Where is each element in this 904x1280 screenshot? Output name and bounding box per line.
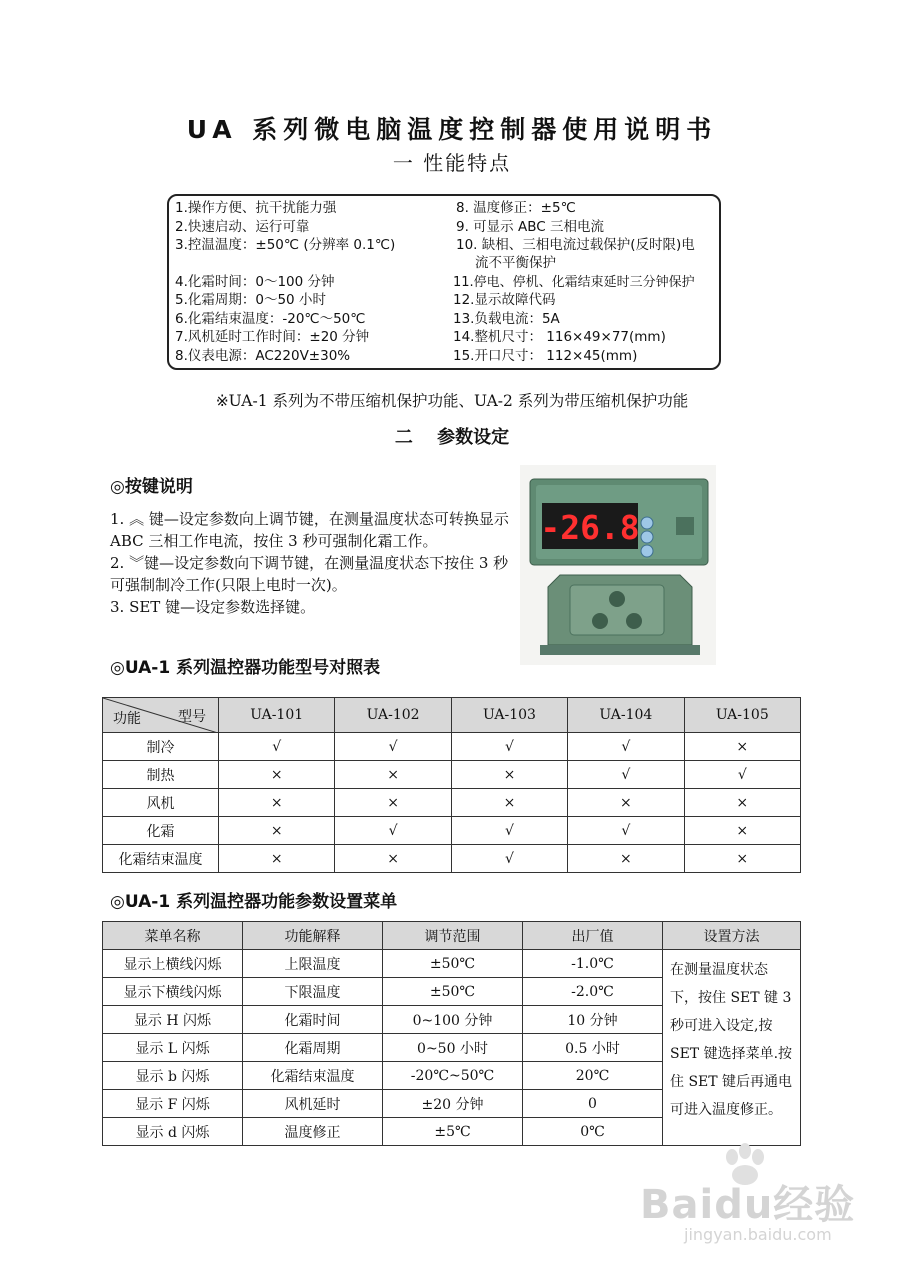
table-cell: 10 分钟 — [523, 1006, 663, 1034]
watermark-brand: Baidu经验 — [640, 1182, 856, 1228]
table-cell: × — [568, 845, 684, 873]
table-cell: × — [451, 761, 567, 789]
table-cell: 0~50 小时 — [383, 1034, 523, 1062]
table-row — [103, 789, 801, 817]
model-header: UA-103 — [451, 698, 567, 733]
table-cell: 显示下横线闪烁 — [103, 978, 243, 1006]
table-cell: × — [219, 817, 335, 845]
table-row — [103, 845, 801, 873]
corner-left-label: 功能 — [113, 711, 141, 727]
table-cell: √ — [451, 817, 567, 845]
table2-heading: ◎UA-1 系列温控器功能参数设置菜单 — [110, 892, 398, 912]
table-cell: × — [219, 789, 335, 817]
key-item-down: 2. ︾键—设定参数向下调节键，在测量温度状态下按住 3 秒可强制制冷工作(只限上电时一次)。 — [110, 554, 509, 594]
table-cell: ±50℃ — [383, 978, 523, 1006]
table-header-row — [103, 922, 801, 950]
table-cell: √ — [568, 733, 684, 761]
keys-heading: ◎按键说明 — [110, 477, 193, 497]
device-display: -26.8 — [540, 508, 640, 547]
key-item-set: 3. SET 键—设定参数选择键。 — [110, 598, 316, 616]
table-row — [103, 733, 801, 761]
table-cell: 温度修正 — [243, 1118, 383, 1146]
table-cell: √ — [451, 733, 567, 761]
table-cell: 上限温度 — [243, 950, 383, 978]
feature-item: 8.仪表电源：AC220V±30% — [175, 348, 351, 364]
table-cell: 显示 b 闪烁 — [103, 1062, 243, 1090]
product-photo — [520, 465, 716, 665]
section-2-title: 二 参数设定 — [394, 427, 510, 448]
corner-cell — [103, 698, 219, 733]
key-item-up: 1. ︽ 键—设定参数向上调节键，在测量温度状态可转换显示 ABC 三相工作电流，按住 3 秒可强制化霜工作。 — [110, 510, 509, 550]
table-cell: × — [684, 845, 800, 873]
table-cell: × — [335, 761, 451, 789]
table-cell: 化霜时间 — [243, 1006, 383, 1034]
feature-item: 9. 可显示 ABC 三相电流 — [456, 219, 604, 235]
feature-item: 11.停电、停机、化霜结束延时三分钟保护 — [453, 275, 695, 290]
feature-item: 15.开口尺寸： 112×45(mm) — [453, 348, 638, 364]
function-name: 化霜结束温度 — [103, 845, 219, 873]
table-cell: 0 — [523, 1090, 663, 1118]
model-header: UA-102 — [335, 698, 451, 733]
table-cell: × — [684, 817, 800, 845]
table-cell: 0~100 分钟 — [383, 1006, 523, 1034]
features-box — [167, 194, 721, 370]
column-header: 设置方法 — [663, 922, 801, 950]
table-cell: √ — [568, 817, 684, 845]
table-cell: 下限温度 — [243, 978, 383, 1006]
page-title: UA 系列微电脑温度控制器使用说明书 — [186, 115, 718, 144]
feature-item: 6.化霜结束温度：-20℃～50℃ — [175, 311, 366, 327]
table-cell: × — [219, 845, 335, 873]
table-cell: -2.0℃ — [523, 978, 663, 1006]
table-header-row — [103, 698, 801, 733]
function-name: 制热 — [103, 761, 219, 789]
table-row — [103, 761, 801, 789]
table-cell: √ — [335, 733, 451, 761]
table-cell: -20℃~50℃ — [383, 1062, 523, 1090]
model-header: UA-105 — [684, 698, 800, 733]
table-cell: × — [451, 789, 567, 817]
column-header: 功能解释 — [243, 922, 383, 950]
feature-item: 10. 缺相、三相电流过载保护(反时限)电 — [456, 237, 695, 253]
table-cell: × — [684, 733, 800, 761]
watermark-url: jingyan.baidu.com — [684, 1225, 832, 1244]
table-cell: ±20 分钟 — [383, 1090, 523, 1118]
table-cell: √ — [451, 845, 567, 873]
table-cell: ±50℃ — [383, 950, 523, 978]
section-1-title: 一 性能特点 — [392, 151, 512, 175]
table-cell: 化霜周期 — [243, 1034, 383, 1062]
series-note: ※UA-1 系列为不带压缩机保护功能、UA-2 系列为带压缩机保护功能 — [215, 392, 689, 410]
table-cell: 显示 L 闪烁 — [103, 1034, 243, 1062]
baidu-watermark — [640, 1143, 860, 1253]
table-cell: √ — [335, 817, 451, 845]
table-cell: 显示上横线闪烁 — [103, 950, 243, 978]
table1-heading: ◎UA-1 系列温控器功能型号对照表 — [110, 658, 381, 678]
feature-item: 流不平衡保护 — [475, 255, 556, 271]
table-cell: 显示 d 闪烁 — [103, 1118, 243, 1146]
function-name: 化霜 — [103, 817, 219, 845]
table-cell: 化霜结束温度 — [243, 1062, 383, 1090]
feature-item: 8. 温度修正：±5℃ — [456, 200, 576, 216]
column-header: 出厂值 — [523, 922, 663, 950]
model-header: UA-101 — [219, 698, 335, 733]
table-cell: -1.0℃ — [523, 950, 663, 978]
model-header: UA-104 — [568, 698, 684, 733]
table-cell: 0℃ — [523, 1118, 663, 1146]
feature-item: 2.快速启动、运行可靠 — [175, 219, 310, 235]
parameter-menu-table — [102, 921, 801, 1146]
table-cell: × — [335, 845, 451, 873]
table-cell: √ — [568, 761, 684, 789]
table-cell: × — [684, 789, 800, 817]
table-cell: 显示 H 闪烁 — [103, 1006, 243, 1034]
table-cell: ±5℃ — [383, 1118, 523, 1146]
table-cell: √ — [684, 761, 800, 789]
table-cell: √ — [219, 733, 335, 761]
function-name: 制冷 — [103, 733, 219, 761]
corner-right-label: 型号 — [178, 709, 206, 725]
feature-item: 3.控温温度：±50℃ (分辨率 0.1℃) — [175, 237, 396, 253]
controller-image — [520, 465, 716, 665]
column-header: 菜单名称 — [103, 922, 243, 950]
feature-item: 1.操作方便、抗干扰能力强 — [175, 200, 337, 216]
feature-item: 12.显示故障代码 — [453, 292, 556, 308]
keys-description — [110, 508, 510, 618]
table-cell: × — [568, 789, 684, 817]
column-header: 调节范围 — [383, 922, 523, 950]
table-cell: 20℃ — [523, 1062, 663, 1090]
model-function-table — [102, 697, 801, 873]
table-cell: × — [219, 761, 335, 789]
table-cell: 风机延时 — [243, 1090, 383, 1118]
table-row — [103, 950, 801, 978]
feature-item: 4.化霜时间：0～100 分钟 — [175, 274, 335, 290]
feature-item: 7.风机延时工作时间：±20 分钟 — [175, 329, 370, 345]
feature-item: 13.负载电流：5A — [453, 311, 560, 327]
table-cell: 显示 F 闪烁 — [103, 1090, 243, 1118]
feature-item: 5.化霜周期：0～50 小时 — [175, 292, 326, 308]
table-cell: 0.5 小时 — [523, 1034, 663, 1062]
setting-method: 在测量温度状态下，按住 SET 键 3 秒可进入设定,按 SET 键选择菜单.按住 SET 键后再通电可进入温度修正。 — [663, 950, 801, 1146]
feature-item: 14.整机尺寸： 116×49×77(mm) — [453, 329, 666, 345]
table-row — [103, 817, 801, 845]
function-name: 风机 — [103, 789, 219, 817]
table-cell: × — [335, 789, 451, 817]
